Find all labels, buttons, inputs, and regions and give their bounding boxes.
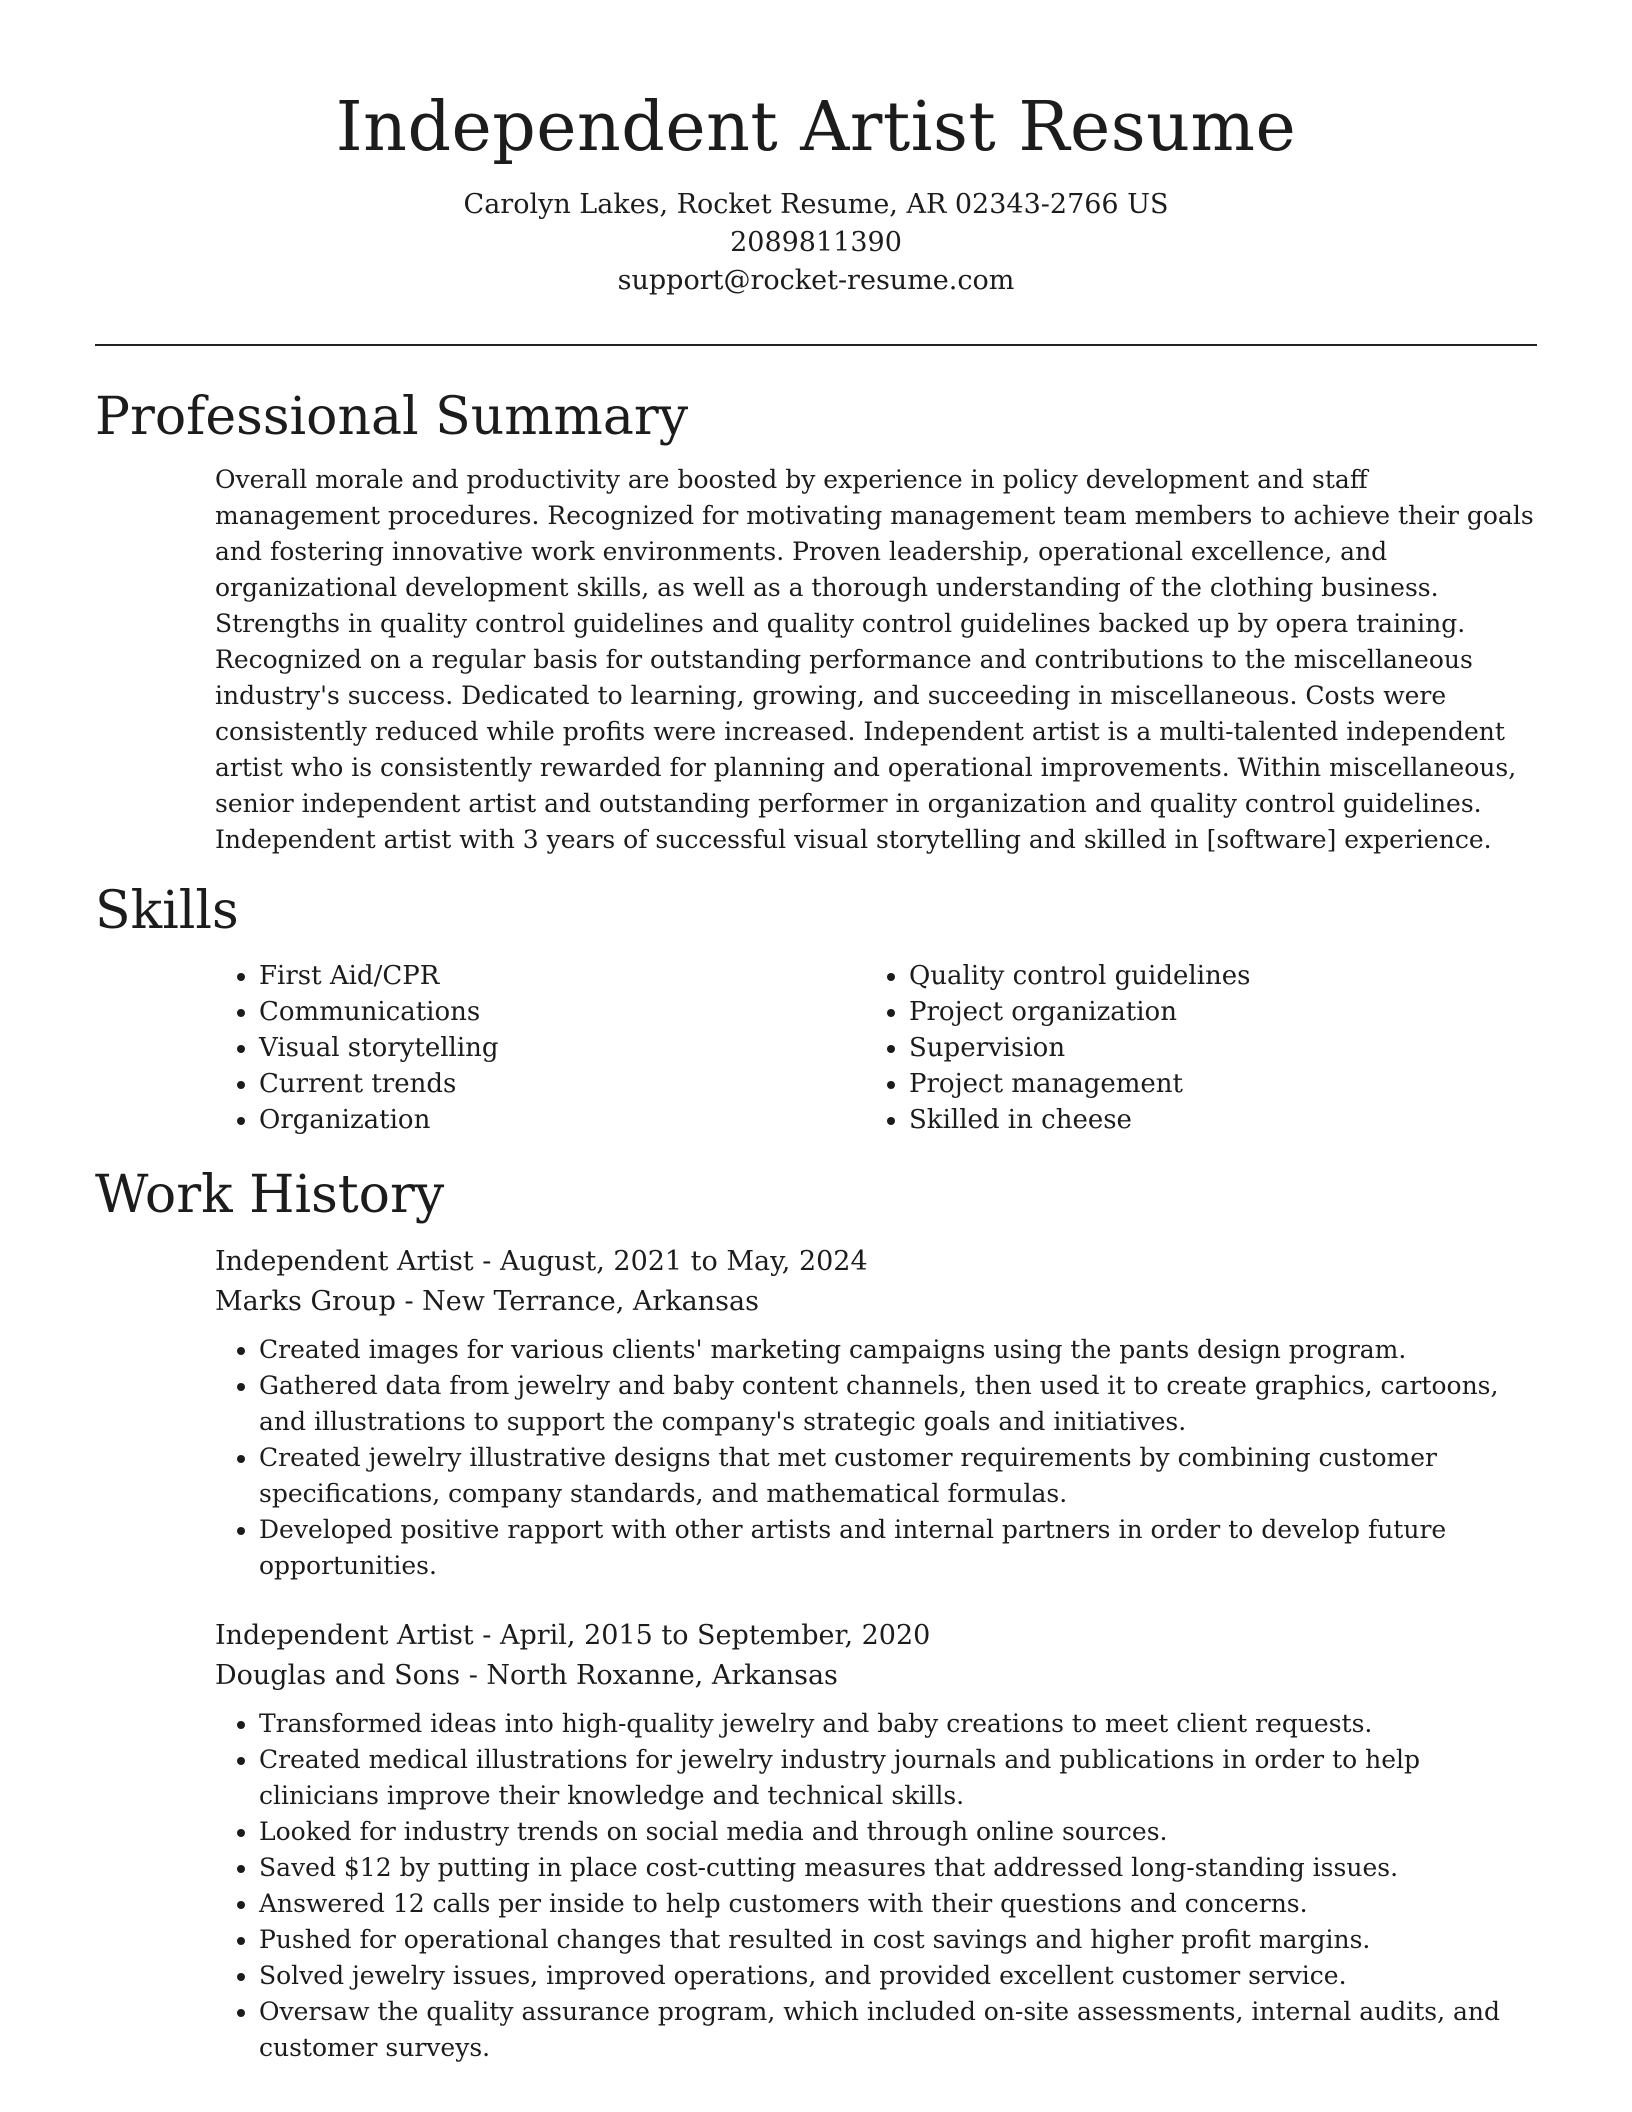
job-bullet: • Answered 12 calls per inside to help customers with their questions and concerns. bbox=[259, 1886, 1537, 1922]
contact-block bbox=[95, 186, 1537, 300]
resume-header bbox=[95, 0, 1537, 300]
skill-item: • Project management bbox=[909, 1066, 1251, 1102]
job-bullets bbox=[215, 1332, 1537, 1584]
job-company: Marks Group bbox=[215, 1286, 396, 1317]
job-bullets bbox=[215, 1706, 1537, 2066]
job-title: Independent Artist bbox=[215, 1246, 474, 1277]
skills-column-1 bbox=[215, 958, 865, 1138]
job-bullet: • Developed positive rapport with other artists and internal partners in order to develop future opportunities. bbox=[259, 1512, 1537, 1584]
skill-item: • First Aid/CPR bbox=[259, 958, 865, 994]
job-bullet: • Created images for various clients' marketing campaigns using the pants design program. bbox=[259, 1332, 1537, 1368]
skill-item: • Supervision bbox=[909, 1030, 1251, 1066]
job-bullet: • Transformed ideas into high-quality jewelry and baby creations to meet client requests. bbox=[259, 1706, 1537, 1742]
job-dates: August, 2021 to May, 2024 bbox=[499, 1246, 868, 1277]
skill-item: • Visual storytelling bbox=[259, 1030, 865, 1066]
skills-list bbox=[215, 958, 1537, 1138]
contact-address: Carolyn Lakes, Rocket Resume, AR 02343-2766 US bbox=[463, 189, 1169, 220]
resume-title: Independent Artist Resume bbox=[335, 88, 1297, 167]
job-company: Douglas and Sons bbox=[215, 1660, 461, 1691]
skill-item: • Skilled in cheese bbox=[909, 1102, 1251, 1138]
job-bullet: • Created jewelry illustrative designs that met customer requirements by combining customer specifications, company standards, and mathematical formulas. bbox=[259, 1440, 1537, 1512]
job-bullet: • Looked for industry trends on social media and through online sources. bbox=[259, 1814, 1537, 1850]
skill-item: • Quality control guidelines bbox=[909, 958, 1251, 994]
header-divider bbox=[95, 344, 1537, 346]
job-bullet: • Oversaw the quality assurance program, which included on-site assessments, internal audits, and customer surveys. bbox=[259, 1994, 1537, 2066]
job-company-line: Marks Group - New Terrance, Arkansas bbox=[215, 1286, 759, 1317]
skills-heading: Skills bbox=[95, 881, 239, 941]
skill-item: • Project organization bbox=[909, 994, 1251, 1030]
job-entry bbox=[215, 1242, 1537, 1584]
skill-item: • Communications bbox=[259, 994, 865, 1030]
summary-heading: Professional Summary bbox=[95, 387, 689, 447]
work-history-heading: Work History bbox=[95, 1165, 445, 1225]
job-entry bbox=[215, 1616, 1537, 2066]
skill-item: • Current trends bbox=[259, 1066, 865, 1102]
job-bullet: • Saved $12 by putting in place cost-cutting measures that addressed long-standing issues. bbox=[259, 1850, 1537, 1886]
job-title-line: Independent Artist - August, 2021 to May, 2024 bbox=[215, 1246, 868, 1277]
skill-item: • Organization bbox=[259, 1102, 865, 1138]
contact-phone: 2089811390 bbox=[730, 227, 902, 258]
job-dates: April, 2015 to September, 2020 bbox=[499, 1620, 931, 1651]
job-company-line: Douglas and Sons - North Roxanne, Arkansas bbox=[215, 1660, 838, 1691]
job-bullet: • Pushed for operational changes that resulted in cost savings and higher profit margins. bbox=[259, 1922, 1537, 1958]
job-title: Independent Artist bbox=[215, 1620, 474, 1651]
job-bullet: • Created medical illustrations for jewelry industry journals and publications in order to help clinicians improve their knowledge and technical skills. bbox=[259, 1742, 1537, 1814]
job-title-line: Independent Artist - April, 2015 to September, 2020 bbox=[215, 1620, 931, 1651]
summary-text: Overall morale and productivity are boosted by experience in policy development and staff management procedures. Recognized for motivating management team members to achieve their goals and fostering innovative work environments. Proven leadership, operational excellence, and organizational development skills, as well as a thorough understanding of the clothing business. Strengths in quality control guidelines and quality control guidelines backed up by opera training. Recognized on a regular basis for outstanding performance and contributions to the miscellaneous industry's success. Dedicated to learning, growing, and succeeding in miscellaneous. Costs were consistently reduced while profits were increased. Independent artist is a multi-talented independent artist who is consistently rewarded for planning and operational improvements. Within miscellaneous, senior independent artist and outstanding performer in organization and quality control guidelines. Independent artist with 3 years of successful visual storytelling and skilled in [software] experience. bbox=[215, 465, 1534, 854]
job-location: North Roxanne, Arkansas bbox=[486, 1660, 838, 1691]
skills-column-2 bbox=[865, 958, 1251, 1138]
job-location: New Terrance, Arkansas bbox=[422, 1286, 759, 1317]
contact-email: support@rocket-resume.com bbox=[617, 265, 1015, 296]
job-bullet: • Solved jewelry issues, improved operations, and provided excellent customer service. bbox=[259, 1958, 1537, 1994]
job-bullet: • Gathered data from jewelry and baby content channels, then used it to create graphics, cartoons, and illustrations to support the company's strategic goals and initiatives. bbox=[259, 1368, 1537, 1440]
